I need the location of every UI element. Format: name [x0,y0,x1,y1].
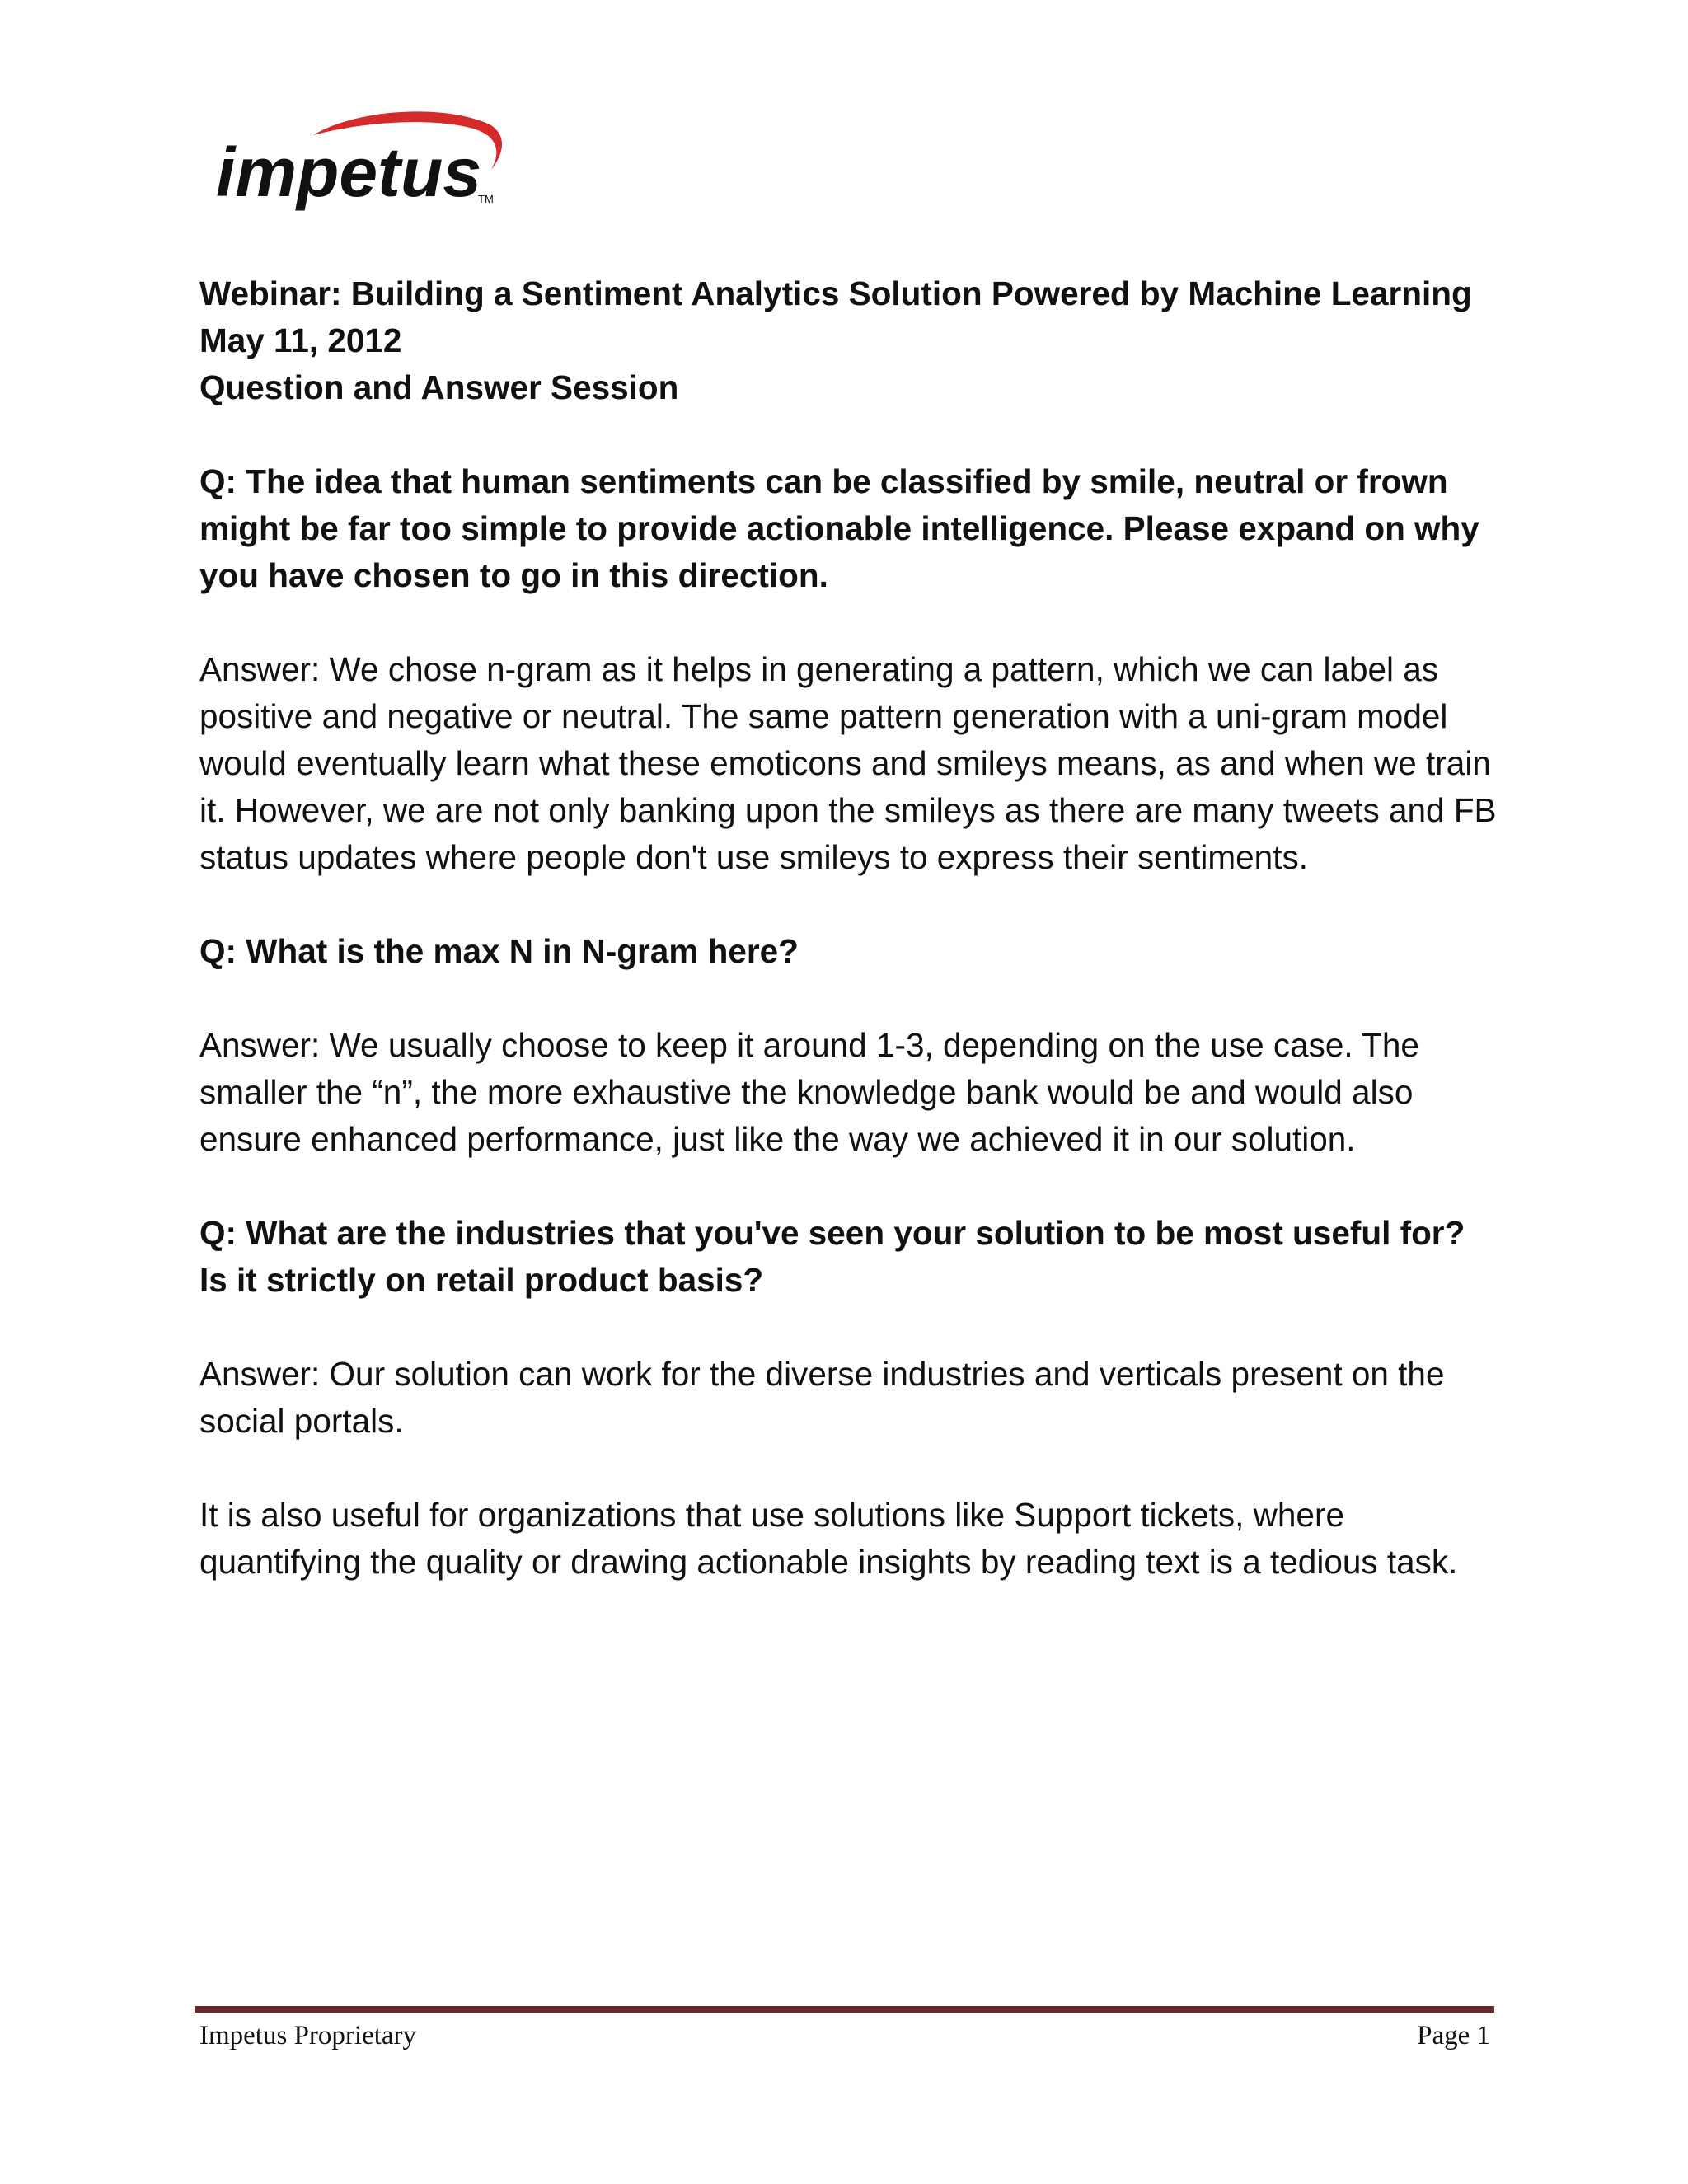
question-3: Q: What are the industries that you've seen your solution to be most useful for? Is it strictly on retail product basis? [199,1214,1465,1299]
answer-2: Answer: We usually choose to keep it around 1-3, depending on the use case. The smaller the “n”, the more exhaustive the knowledge bank would be and would also ensure enhanced performance, just like the way we achieved it in our solution. [199,1026,1419,1158]
session-title: Question and Answer Session [199,368,679,406]
page-number: Page 1 [1417,2021,1490,2050]
answer-3b: It is also useful for organizations that use solutions like Support tickets, where quantifying the quality or drawing actionable insights by reading text is a tedious task. [199,1496,1458,1581]
webinar-title: Webinar: Building a Sentiment Analytics Solution Powered by Machine Learning [199,274,1472,312]
answer-1: Answer: We chose n-gram as it helps in generating a pattern, which we can label as positive and negative or neutral. The same pattern generation with a uni-gram model would eventually learn what these emoticons and smileys means, as and when we train it. However, we are not only banking upon the smileys as there are many tweets and FB status updates where people don't use smileys to express their sentiments. [199,650,1497,876]
svg-text:impetus: impetus [216,134,482,211]
question-1: Q: The idea that human sentiments can be classified by smile, neutral or frown might be far too simple to provide actionable intelligence. Please expand on why you have chosen to go in this direction. [199,462,1479,594]
svg-text:TM: TM [478,193,494,205]
answer-3a: Answer: Our solution can work for the diverse industries and verticals present on the social portals. [199,1355,1445,1440]
footer-proprietary: Impetus Proprietary [199,2021,417,2050]
impetus-logo [216,105,513,229]
question-2: Q: What is the max N in N-gram here? [199,932,799,970]
document-body [199,270,1498,1633]
footer-rule [195,2006,1494,2013]
webinar-date: May 11, 2012 [199,321,402,359]
document-header [199,270,1498,411]
